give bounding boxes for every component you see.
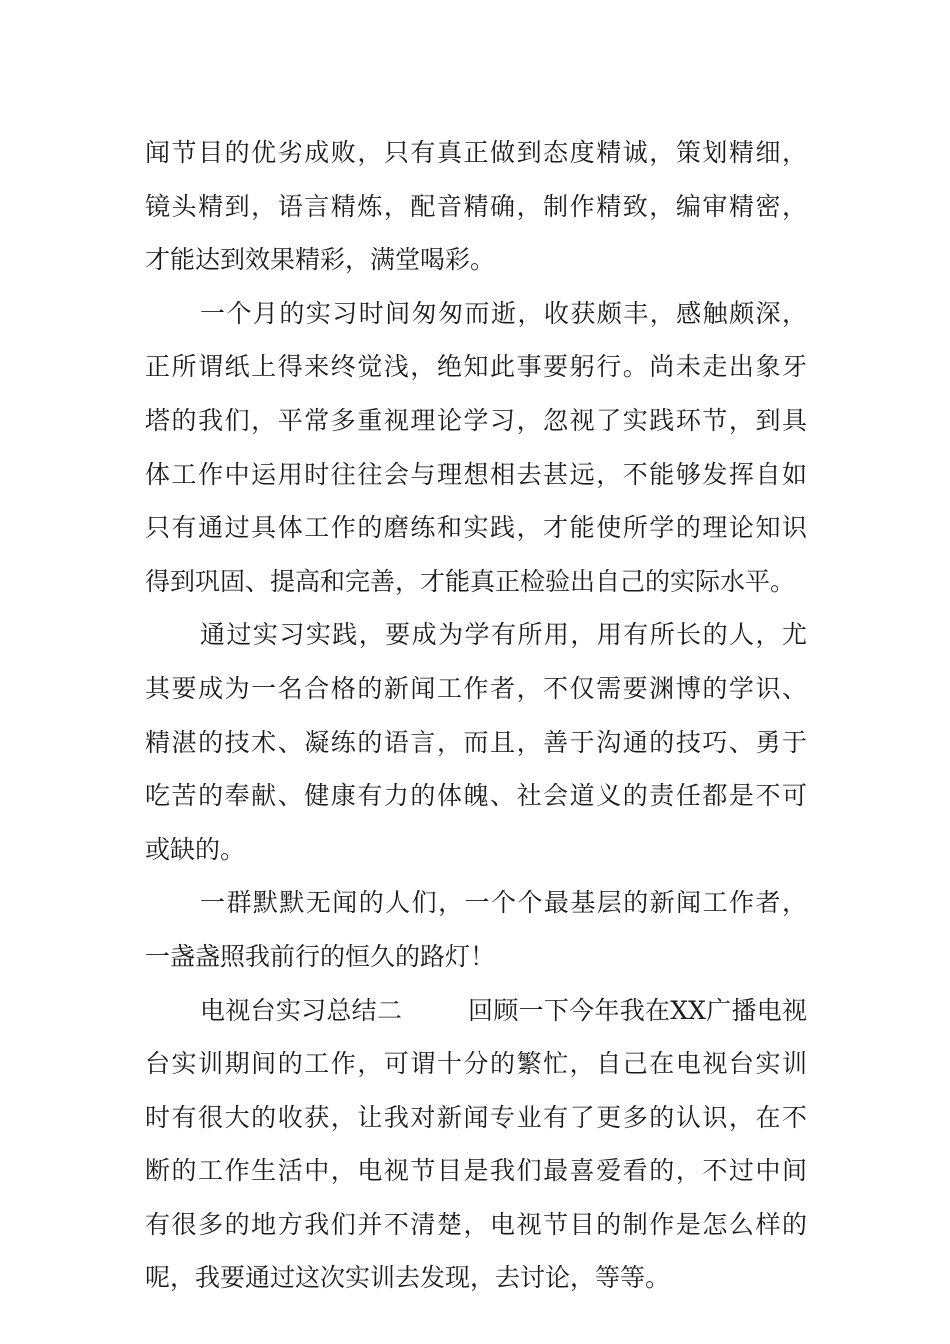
text-line: 闻节目的优劣成败，只有真正做到态度精诚，策划精细， xyxy=(145,138,807,167)
paragraph-first-line: 通过实习实践，要成为学有所用，用有所长的人，尤 xyxy=(200,620,807,650)
text-line: 呢，我要通过这次实训去发现，去讨论，等等。 xyxy=(145,1263,671,1293)
text-line: 只有通过具体工作的磨练和实践，才能使所学的理论知识 xyxy=(145,513,807,543)
text-line: 断的工作生活中，电视节目是我们最喜爱看的，不过中间 xyxy=(145,1156,807,1186)
text-line: 得到巩固、提高和完善，才能真正检验出自己的实际水平。 xyxy=(145,566,796,596)
text-line: 台实训期间的工作，可谓十分的繁忙，自己在电视台实训 xyxy=(145,1049,807,1079)
text-line: 正所谓纸上得来终觉浅，绝知此事要躬行。尚未走出象牙 xyxy=(145,352,807,382)
paragraph-first-line: 电视台实习总结二 回顾一下今年我在XX广播电视 xyxy=(200,995,807,1025)
text-line: 镜头精到，语言精炼，配音精确，制作精致，编审精密， xyxy=(145,191,807,221)
text-line: 时有很大的收获，让我对新闻专业有了更多的认识，在不 xyxy=(145,1102,807,1132)
text-line: 体工作中运用时往往会与理想相去甚远，不能够发挥自如 xyxy=(145,459,807,489)
text-line: 或缺的。 xyxy=(145,834,246,864)
document-body xyxy=(145,126,807,1305)
text-line: 才能达到效果精彩，满堂喝彩。 xyxy=(145,245,496,275)
text-line: 一盏盏照我前行的恒久的路灯！ xyxy=(145,941,496,971)
text-line: 其要成为一名合格的新闻工作者，不仅需要渊博的学识、 xyxy=(145,673,807,703)
text-line: 有很多的地方我们并不清楚，电视节目的制作是怎么样的 xyxy=(145,1209,807,1239)
text-line: 塔的我们，平常多重视理论学习，忽视了实践环节，到具 xyxy=(145,405,807,435)
paragraph-first-line: 一个月的实习时间匆匆而逝，收获颇丰，感触颇深， xyxy=(200,298,807,328)
paragraph-first-line: 一群默默无闻的人们，一个个最基层的新闻工作者， xyxy=(200,888,807,918)
text-line: 吃苦的奉献、健康有力的体魄、社会道义的责任都是不可 xyxy=(145,781,807,811)
text-line: 精湛的技术、凝练的语言，而且，善于沟通的技巧、勇于 xyxy=(145,727,807,757)
